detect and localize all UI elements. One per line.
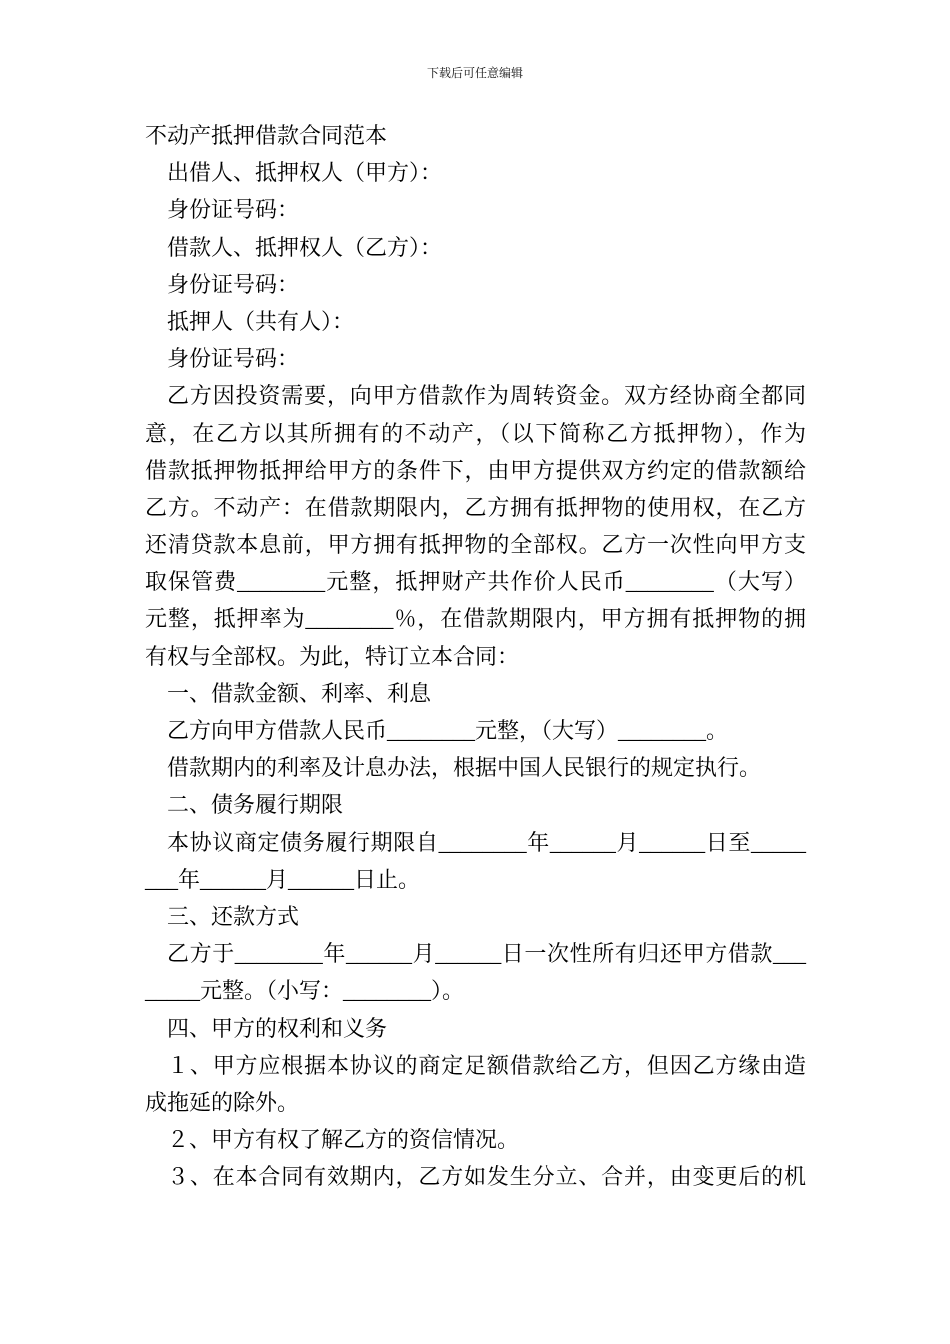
section-term: [145, 786, 806, 898]
clause-line: ___年______月______日止。: [145, 866, 421, 892]
clause-line: ３、在本合同有效期内，乙方如发生分立、合并，由变更后的机: [167, 1164, 806, 1190]
clause-line: １、甲方应根据本协议的商定足额借款给乙方，但因乙方缘由造: [167, 1052, 806, 1078]
parties-block: [145, 154, 806, 377]
party-mortgagor-role: 抵押人（共有人）：: [167, 308, 355, 334]
party-lender-role: 出借人、抵押权人（甲方）：: [167, 160, 443, 186]
clause-line: 乙方于________年______月______日一次性所有归还甲方借款___: [167, 941, 806, 967]
clause-line: 乙方向甲方借款人民币________元整，（大写）________。: [167, 718, 729, 743]
clause-line: _____元整。（小写：________）。: [145, 978, 465, 1004]
clause-line: 本协议商定债务履行期限自________年______月______日至_____: [167, 829, 806, 855]
section-repayment: [145, 898, 806, 1010]
preamble-line: 元整，抵押率为________％，在借款期限内，甲方拥有抵押物的拥: [145, 606, 806, 632]
section-lender-rights: [145, 1010, 806, 1196]
page-header-note: 下载后可任意编辑: [426, 66, 523, 80]
section-heading: 四、甲方的权利和义务: [167, 1015, 388, 1041]
party-borrower-id-label: 身份证号码：: [167, 271, 300, 297]
preamble-line: 借款抵押物抵押给甲方的条件下，由甲方提供双方约定的借款额给: [145, 457, 806, 483]
section-heading: 二、债务履行期限: [167, 792, 344, 818]
section-heading: 一、借款金额、利率、利息: [167, 680, 432, 706]
preamble-line: 取保管费________元整，抵押财产共作价人民币________（大写）: [145, 569, 806, 595]
preamble-line: 意，在乙方以其所拥有的不动产，（以下简称乙方抵押物），作为: [145, 420, 806, 446]
party-borrower-role: 借款人、抵押权人（乙方）：: [167, 234, 443, 260]
clause-line: 借款期内的利率及计息办法，根据中国人民银行的规定执行。: [167, 755, 762, 781]
contract-title: 不动产抵押借款合同范本: [145, 123, 388, 148]
preamble-paragraph: [145, 377, 806, 675]
party-lender-id-label: 身份证号码：: [167, 197, 300, 223]
preamble-line: 乙方因投资需要，向甲方借款作为周转资金。双方经协商全都同: [167, 383, 806, 409]
section-heading: 三、还款方式: [167, 903, 300, 929]
party-mortgagor-id-label: 身份证号码：: [167, 346, 300, 372]
clause-line: ２、甲方有权了解乙方的资信情况。: [167, 1127, 520, 1153]
preamble-line: 有权与全部权。为此，特订立本合同：: [145, 643, 520, 669]
contract-body: [145, 117, 806, 1195]
preamble-line: 乙方。不动产：在借款期限内，乙方拥有抵押物的使用权，在乙方: [145, 494, 806, 520]
preamble-line: 还清贷款本息前，甲方拥有抵押物的全部权。乙方一次性向甲方支: [145, 532, 806, 558]
clause-line: 成拖延的除外。: [145, 1089, 300, 1115]
section-loan-amount: [145, 675, 806, 787]
